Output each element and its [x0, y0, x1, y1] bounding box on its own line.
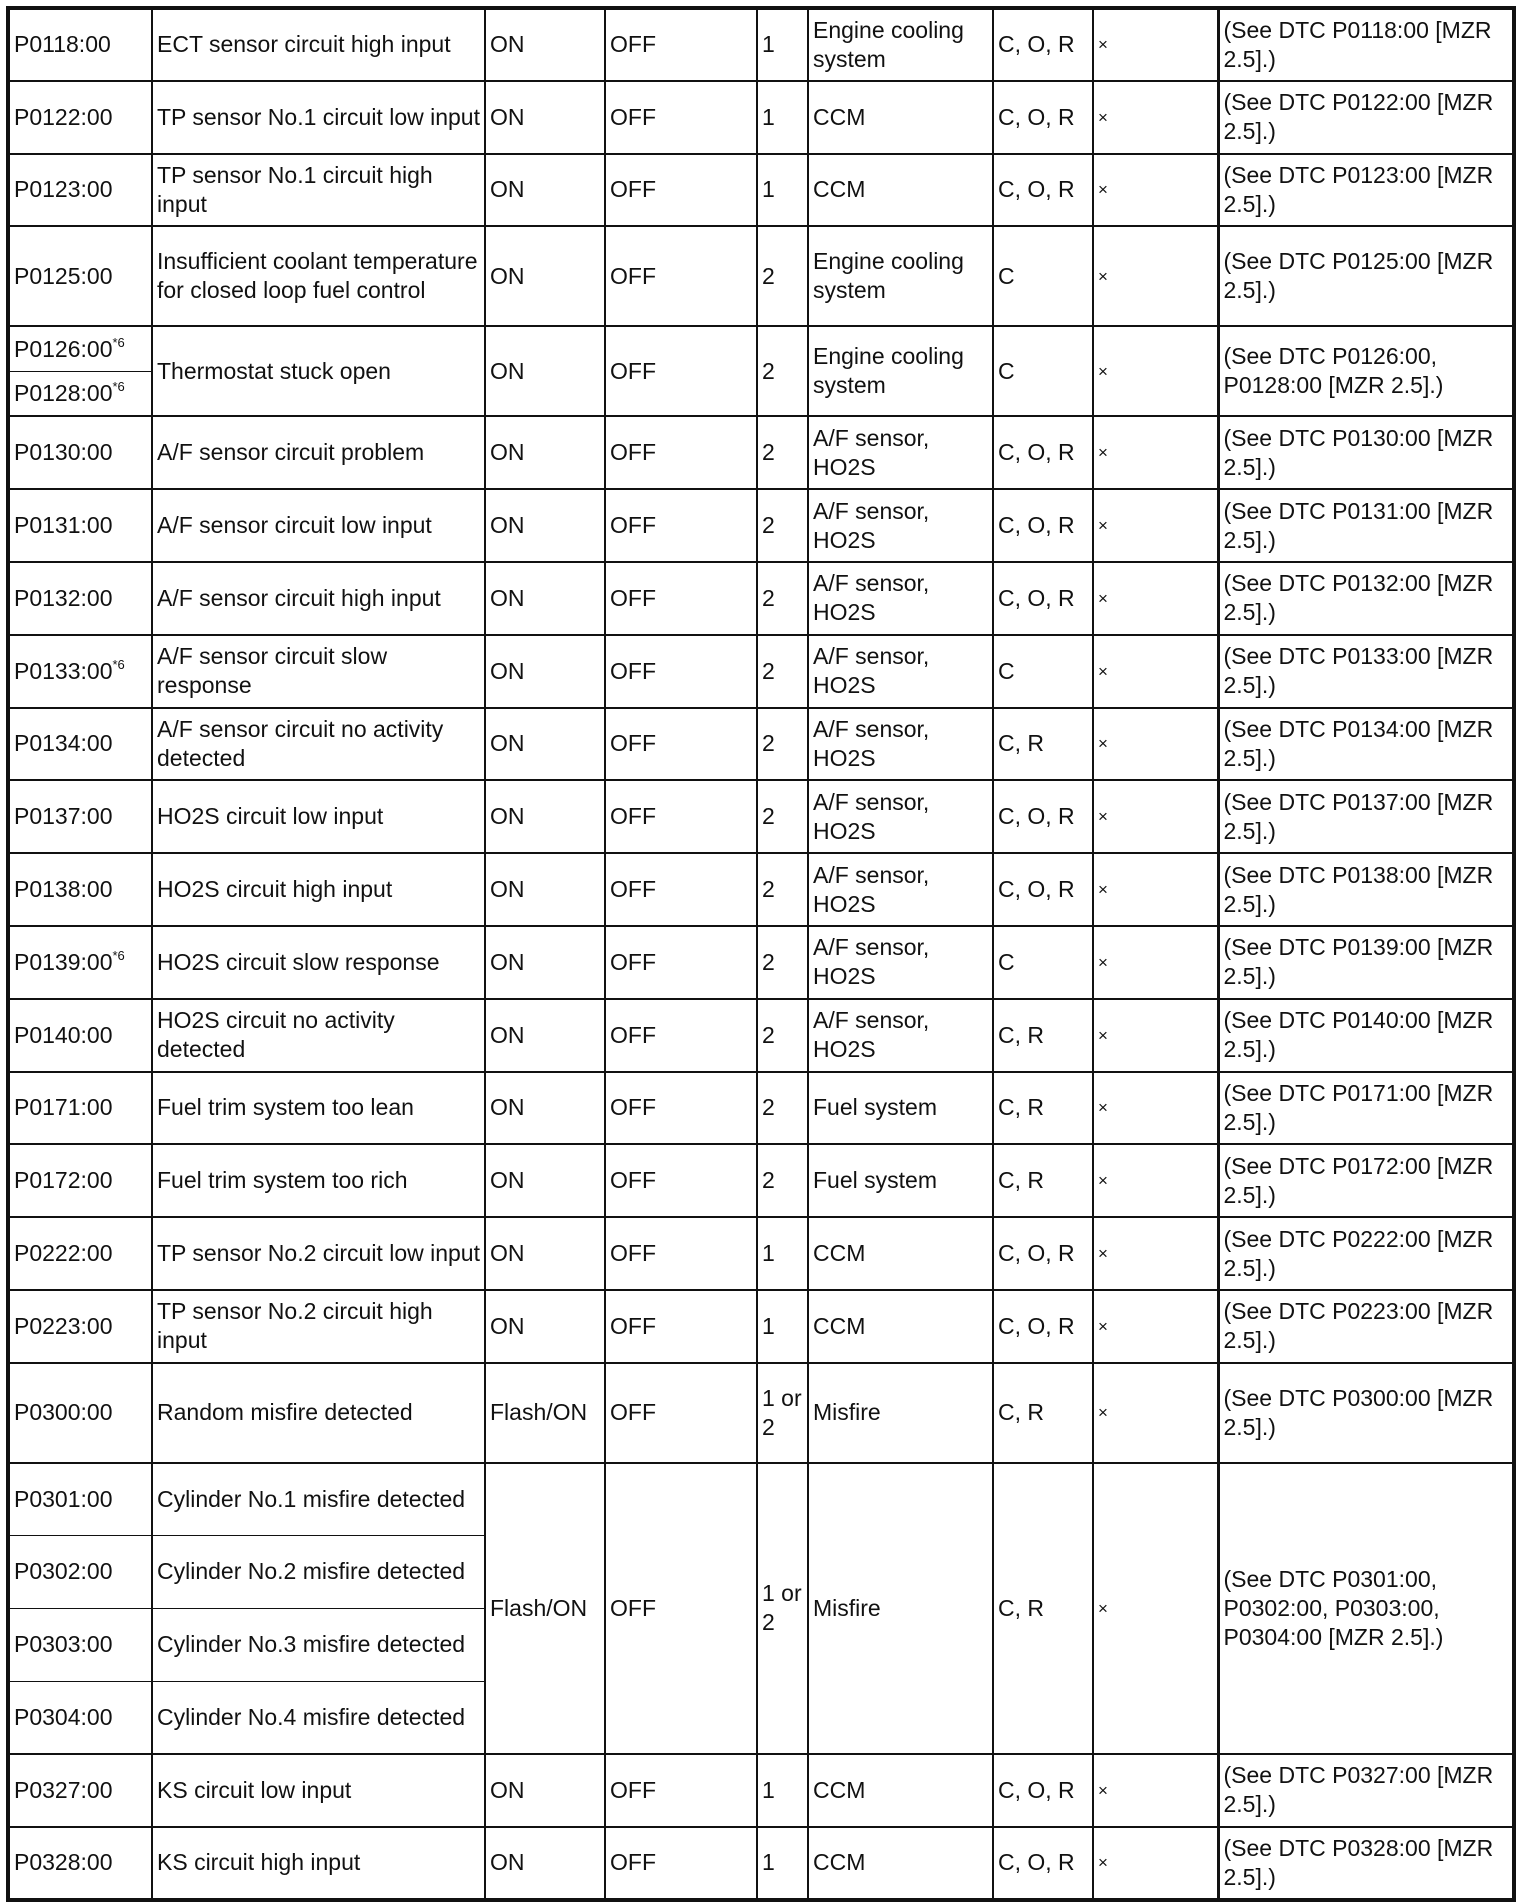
dtc-description: TP sensor No.2 circuit low input — [152, 1217, 485, 1290]
dtc-description: KS circuit low input — [152, 1754, 485, 1827]
dtc-code — [8, 416, 152, 489]
dtc-description: A/F sensor circuit high input — [152, 562, 485, 635]
remark-reference: (See DTC P0123:00 [MZR 2.5].) — [1218, 154, 1514, 227]
mil-status: ON — [485, 853, 605, 926]
memory-function: C, R — [993, 1363, 1093, 1463]
dtc-code-text: P0138:00 — [14, 876, 113, 903]
light-status: OFF — [605, 999, 757, 1072]
dtc-code — [8, 1072, 152, 1145]
light-status: OFF — [605, 1217, 757, 1290]
cross-mark: × — [1093, 326, 1218, 416]
dtc-code — [8, 1681, 152, 1754]
dtc-description: Fuel trim system too lean — [152, 1072, 485, 1145]
remark-reference: (See DTC P0122:00 [MZR 2.5].) — [1218, 81, 1514, 154]
drive-cycle: 1 — [757, 1290, 808, 1363]
light-status: OFF — [605, 1827, 757, 1900]
cross-mark: × — [1093, 226, 1218, 326]
memory-function: C, O, R — [993, 1827, 1093, 1900]
dtc-table — [6, 6, 1516, 1902]
dtc-code-text: P0122:00 — [14, 103, 113, 130]
dtc-description: Random misfire detected — [152, 1363, 485, 1463]
mil-status: ON — [485, 635, 605, 708]
light-status: OFF — [605, 926, 757, 999]
memory-function: C — [993, 326, 1093, 416]
table-row — [8, 780, 1514, 853]
light-status: OFF — [605, 1463, 757, 1754]
remark-reference: (See DTC P0132:00 [MZR 2.5].) — [1218, 562, 1514, 635]
dtc-description: Fuel trim system too rich — [152, 1144, 485, 1217]
monitor-item: A/F sensor, HO2S — [808, 780, 993, 853]
drive-cycle: 2 — [757, 226, 808, 326]
light-status: OFF — [605, 326, 757, 416]
drive-cycle: 2 — [757, 1144, 808, 1217]
memory-function: C, R — [993, 999, 1093, 1072]
dtc-code-text: P0134:00 — [14, 730, 113, 757]
remark-reference: (See DTC P0130:00 [MZR 2.5].) — [1218, 416, 1514, 489]
dtc-description: ECT sensor circuit high input — [152, 8, 485, 81]
dtc-code-text: P0223:00 — [14, 1312, 113, 1339]
dtc-code — [8, 1608, 152, 1681]
mil-status: ON — [485, 926, 605, 999]
mil-status: ON — [485, 489, 605, 562]
table-row — [8, 562, 1514, 635]
dtc-code — [8, 1754, 152, 1827]
dtc-code — [8, 999, 152, 1072]
cross-mark: × — [1093, 853, 1218, 926]
table-row — [8, 1363, 1514, 1463]
memory-function: C, O, R — [993, 81, 1093, 154]
dtc-code-text: P0303:00 — [14, 1631, 113, 1658]
drive-cycle: 1 — [757, 1754, 808, 1827]
cross-mark: × — [1093, 562, 1218, 635]
monitor-item: A/F sensor, HO2S — [808, 853, 993, 926]
monitor-item: Misfire — [808, 1363, 993, 1463]
drive-cycle: 2 — [757, 562, 808, 635]
remark-reference: (See DTC P0301:00, P0302:00, P0303:00, P0304:00 [MZR 2.5].) — [1218, 1463, 1514, 1754]
dtc-code — [8, 1217, 152, 1290]
remark-reference: (See DTC P0328:00 [MZR 2.5].) — [1218, 1827, 1514, 1900]
monitor-item: A/F sensor, HO2S — [808, 926, 993, 999]
mil-status: ON — [485, 416, 605, 489]
light-status: OFF — [605, 562, 757, 635]
light-status: OFF — [605, 489, 757, 562]
cross-mark: × — [1093, 1290, 1218, 1363]
mil-status: ON — [485, 1290, 605, 1363]
dtc-description: HO2S circuit slow response — [152, 926, 485, 999]
footnote-mark: *6 — [112, 334, 125, 350]
monitor-item: A/F sensor, HO2S — [808, 562, 993, 635]
drive-cycle: 2 — [757, 326, 808, 416]
remark-reference: (See DTC P0138:00 [MZR 2.5].) — [1218, 853, 1514, 926]
light-status: OFF — [605, 780, 757, 853]
dtc-code — [8, 1827, 152, 1900]
remark-reference: (See DTC P0118:00 [MZR 2.5].) — [1218, 8, 1514, 81]
drive-cycle: 1 — [757, 1217, 808, 1290]
remark-reference: (See DTC P0134:00 [MZR 2.5].) — [1218, 708, 1514, 781]
cross-mark: × — [1093, 1144, 1218, 1217]
memory-function: C — [993, 926, 1093, 999]
drive-cycle: 1 — [757, 154, 808, 227]
dtc-code — [8, 635, 152, 708]
dtc-description: Cylinder No.3 misfire detected — [152, 1608, 485, 1681]
drive-cycle: 1 — [757, 81, 808, 154]
memory-function: C, O, R — [993, 780, 1093, 853]
dtc-code-text: P0130:00 — [14, 439, 113, 466]
cross-mark: × — [1093, 780, 1218, 853]
light-status: OFF — [605, 226, 757, 326]
drive-cycle: 2 — [757, 926, 808, 999]
mil-status: ON — [485, 81, 605, 154]
drive-cycle: 1 or 2 — [757, 1363, 808, 1463]
mil-status: ON — [485, 708, 605, 781]
memory-function: C, O, R — [993, 853, 1093, 926]
memory-function: C, R — [993, 1072, 1093, 1145]
light-status: OFF — [605, 1290, 757, 1363]
drive-cycle: 2 — [757, 489, 808, 562]
dtc-code-text: P0123:00 — [14, 176, 113, 203]
dtc-description: Cylinder No.1 misfire detected — [152, 1463, 485, 1536]
dtc-code-text: P0140:00 — [14, 1021, 113, 1048]
monitor-item: Engine cooling system — [808, 226, 993, 326]
dtc-code-text: P0302:00 — [14, 1558, 113, 1585]
table-row — [8, 8, 1514, 81]
table-row — [8, 416, 1514, 489]
dtc-description: A/F sensor circuit no activity detected — [152, 708, 485, 781]
dtc-code — [8, 226, 152, 326]
remark-reference: (See DTC P0126:00, P0128:00 [MZR 2.5].) — [1218, 326, 1514, 416]
remark-reference: (See DTC P0140:00 [MZR 2.5].) — [1218, 999, 1514, 1072]
drive-cycle: 1 or 2 — [757, 1463, 808, 1754]
drive-cycle: 2 — [757, 853, 808, 926]
cross-mark: × — [1093, 489, 1218, 562]
monitor-item: CCM — [808, 1290, 993, 1363]
drive-cycle: 2 — [757, 1072, 808, 1145]
memory-function: C, O, R — [993, 416, 1093, 489]
monitor-item: CCM — [808, 1827, 993, 1900]
cross-mark: × — [1093, 81, 1218, 154]
mil-status: ON — [485, 1072, 605, 1145]
table-row — [8, 1463, 1514, 1536]
dtc-code — [8, 326, 152, 371]
dtc-description: KS circuit high input — [152, 1827, 485, 1900]
mil-status: ON — [485, 154, 605, 227]
remark-reference: (See DTC P0137:00 [MZR 2.5].) — [1218, 780, 1514, 853]
cross-mark: × — [1093, 1217, 1218, 1290]
monitor-item: A/F sensor, HO2S — [808, 708, 993, 781]
light-status: OFF — [605, 8, 757, 81]
dtc-code — [8, 780, 152, 853]
dtc-code — [8, 81, 152, 154]
dtc-code-text: P0137:00 — [14, 803, 113, 830]
drive-cycle: 2 — [757, 708, 808, 781]
monitor-item: A/F sensor, HO2S — [808, 489, 993, 562]
light-status: OFF — [605, 154, 757, 227]
monitor-item: CCM — [808, 154, 993, 227]
dtc-code — [8, 853, 152, 926]
table-row — [8, 1144, 1514, 1217]
mil-status: Flash/ON — [485, 1363, 605, 1463]
cross-mark: × — [1093, 926, 1218, 999]
dtc-code-text: P0125:00 — [14, 262, 113, 289]
mil-status: ON — [485, 999, 605, 1072]
dtc-code-text: P0172:00 — [14, 1167, 113, 1194]
monitor-item: CCM — [808, 81, 993, 154]
monitor-item: Engine cooling system — [808, 8, 993, 81]
dtc-code — [8, 1144, 152, 1217]
mil-status: ON — [485, 1144, 605, 1217]
light-status: OFF — [605, 1754, 757, 1827]
dtc-code-text: P0133:00 — [14, 657, 113, 684]
table-row — [8, 226, 1514, 326]
dtc-code — [8, 1290, 152, 1363]
drive-cycle: 2 — [757, 780, 808, 853]
dtc-code-text: P0128:00 — [14, 380, 113, 407]
drive-cycle: 2 — [757, 635, 808, 708]
dtc-code-text: P0300:00 — [14, 1399, 113, 1426]
remark-reference: (See DTC P0223:00 [MZR 2.5].) — [1218, 1290, 1514, 1363]
dtc-code-text: P0301:00 — [14, 1485, 113, 1512]
remark-reference: (See DTC P0131:00 [MZR 2.5].) — [1218, 489, 1514, 562]
dtc-code — [8, 708, 152, 781]
table-row — [8, 926, 1514, 999]
table-row — [8, 1217, 1514, 1290]
dtc-description: A/F sensor circuit low input — [152, 489, 485, 562]
monitor-item: CCM — [808, 1754, 993, 1827]
memory-function: C, O, R — [993, 489, 1093, 562]
memory-function: C, O, R — [993, 8, 1093, 81]
cross-mark: × — [1093, 416, 1218, 489]
mil-status: ON — [485, 326, 605, 416]
cross-mark: × — [1093, 1754, 1218, 1827]
cross-mark: × — [1093, 1827, 1218, 1900]
cross-mark: × — [1093, 1463, 1218, 1754]
light-status: OFF — [605, 1144, 757, 1217]
table-row — [8, 1072, 1514, 1145]
remark-reference: (See DTC P0172:00 [MZR 2.5].) — [1218, 1144, 1514, 1217]
dtc-code-text: P0131:00 — [14, 512, 113, 539]
dtc-code-text: P0222:00 — [14, 1240, 113, 1267]
dtc-description: HO2S circuit no activity detected — [152, 999, 485, 1072]
remark-reference: (See DTC P0139:00 [MZR 2.5].) — [1218, 926, 1514, 999]
dtc-code — [8, 1536, 152, 1609]
remark-reference: (See DTC P0327:00 [MZR 2.5].) — [1218, 1754, 1514, 1827]
monitor-item: A/F sensor, HO2S — [808, 635, 993, 708]
mil-status: ON — [485, 1827, 605, 1900]
monitor-item: Fuel system — [808, 1144, 993, 1217]
remark-reference: (See DTC P0125:00 [MZR 2.5].) — [1218, 226, 1514, 326]
dtc-description: Cylinder No.2 misfire detected — [152, 1536, 485, 1609]
cross-mark: × — [1093, 708, 1218, 781]
table-row — [8, 1754, 1514, 1827]
table-row — [8, 635, 1514, 708]
dtc-code-text: P0126:00 — [14, 335, 113, 362]
memory-function: C, O, R — [993, 1754, 1093, 1827]
dtc-description: Thermostat stuck open — [152, 326, 485, 416]
table-row — [8, 853, 1514, 926]
dtc-code — [8, 926, 152, 999]
cross-mark: × — [1093, 1363, 1218, 1463]
light-status: OFF — [605, 416, 757, 489]
table-row — [8, 708, 1514, 781]
dtc-code — [8, 154, 152, 227]
dtc-code-text: P0328:00 — [14, 1849, 113, 1876]
drive-cycle: 2 — [757, 999, 808, 1072]
mil-status: Flash/ON — [485, 1463, 605, 1754]
dtc-code-text: P0304:00 — [14, 1703, 113, 1730]
dtc-code — [8, 1463, 152, 1536]
dtc-description: Insufficient coolant temperature for closed loop fuel control — [152, 226, 485, 326]
cross-mark: × — [1093, 999, 1218, 1072]
dtc-code-text: P0327:00 — [14, 1776, 113, 1803]
dtc-code — [8, 562, 152, 635]
cross-mark: × — [1093, 635, 1218, 708]
remark-reference: (See DTC P0171:00 [MZR 2.5].) — [1218, 1072, 1514, 1145]
dtc-code — [8, 371, 152, 416]
mil-status: ON — [485, 780, 605, 853]
dtc-code-text: P0139:00 — [14, 948, 113, 975]
mil-status: ON — [485, 562, 605, 635]
dtc-description: TP sensor No.1 circuit high input — [152, 154, 485, 227]
light-status: OFF — [605, 1363, 757, 1463]
memory-function: C, R — [993, 1144, 1093, 1217]
dtc-code-text: P0132:00 — [14, 584, 113, 611]
footnote-mark: *6 — [112, 656, 125, 672]
light-status: OFF — [605, 81, 757, 154]
memory-function: C, O, R — [993, 1217, 1093, 1290]
mil-status: ON — [485, 1217, 605, 1290]
table-row — [8, 81, 1514, 154]
memory-function: C — [993, 635, 1093, 708]
monitor-item: CCM — [808, 1217, 993, 1290]
dtc-description: TP sensor No.2 circuit high input — [152, 1290, 485, 1363]
memory-function: C, R — [993, 1463, 1093, 1754]
cross-mark: × — [1093, 1072, 1218, 1145]
memory-function: C, O, R — [993, 154, 1093, 227]
remark-reference: (See DTC P0300:00 [MZR 2.5].) — [1218, 1363, 1514, 1463]
drive-cycle: 1 — [757, 1827, 808, 1900]
dtc-description: A/F sensor circuit slow response — [152, 635, 485, 708]
remark-reference: (See DTC P0222:00 [MZR 2.5].) — [1218, 1217, 1514, 1290]
dtc-description: HO2S circuit low input — [152, 780, 485, 853]
mil-status: ON — [485, 226, 605, 326]
dtc-description: A/F sensor circuit problem — [152, 416, 485, 489]
table-row — [8, 1827, 1514, 1900]
dtc-description: TP sensor No.1 circuit low input — [152, 81, 485, 154]
mil-status: ON — [485, 1754, 605, 1827]
remark-reference: (See DTC P0133:00 [MZR 2.5].) — [1218, 635, 1514, 708]
light-status: OFF — [605, 708, 757, 781]
memory-function: C — [993, 226, 1093, 326]
monitor-item: Misfire — [808, 1463, 993, 1754]
dtc-code — [8, 489, 152, 562]
drive-cycle: 1 — [757, 8, 808, 81]
dtc-description: Cylinder No.4 misfire detected — [152, 1681, 485, 1754]
light-status: OFF — [605, 1072, 757, 1145]
memory-function: C, O, R — [993, 562, 1093, 635]
memory-function: C, O, R — [993, 1290, 1093, 1363]
light-status: OFF — [605, 853, 757, 926]
light-status: OFF — [605, 635, 757, 708]
footnote-mark: *6 — [112, 379, 125, 395]
cross-mark: × — [1093, 154, 1218, 227]
table-row — [8, 154, 1514, 227]
dtc-code — [8, 8, 152, 81]
mil-status: ON — [485, 8, 605, 81]
monitor-item: Engine cooling system — [808, 326, 993, 416]
table-row — [8, 489, 1514, 562]
dtc-description: HO2S circuit high input — [152, 853, 485, 926]
table-row — [8, 326, 1514, 371]
memory-function: C, R — [993, 708, 1093, 781]
table-row — [8, 999, 1514, 1072]
monitor-item: A/F sensor, HO2S — [808, 416, 993, 489]
footnote-mark: *6 — [112, 947, 125, 963]
drive-cycle: 2 — [757, 416, 808, 489]
table-row — [8, 1290, 1514, 1363]
dtc-code-text: P0171:00 — [14, 1094, 113, 1121]
cross-mark: × — [1093, 8, 1218, 81]
dtc-code-text: P0118:00 — [14, 31, 111, 58]
monitor-item: Fuel system — [808, 1072, 993, 1145]
monitor-item: A/F sensor, HO2S — [808, 999, 993, 1072]
dtc-code — [8, 1363, 152, 1463]
